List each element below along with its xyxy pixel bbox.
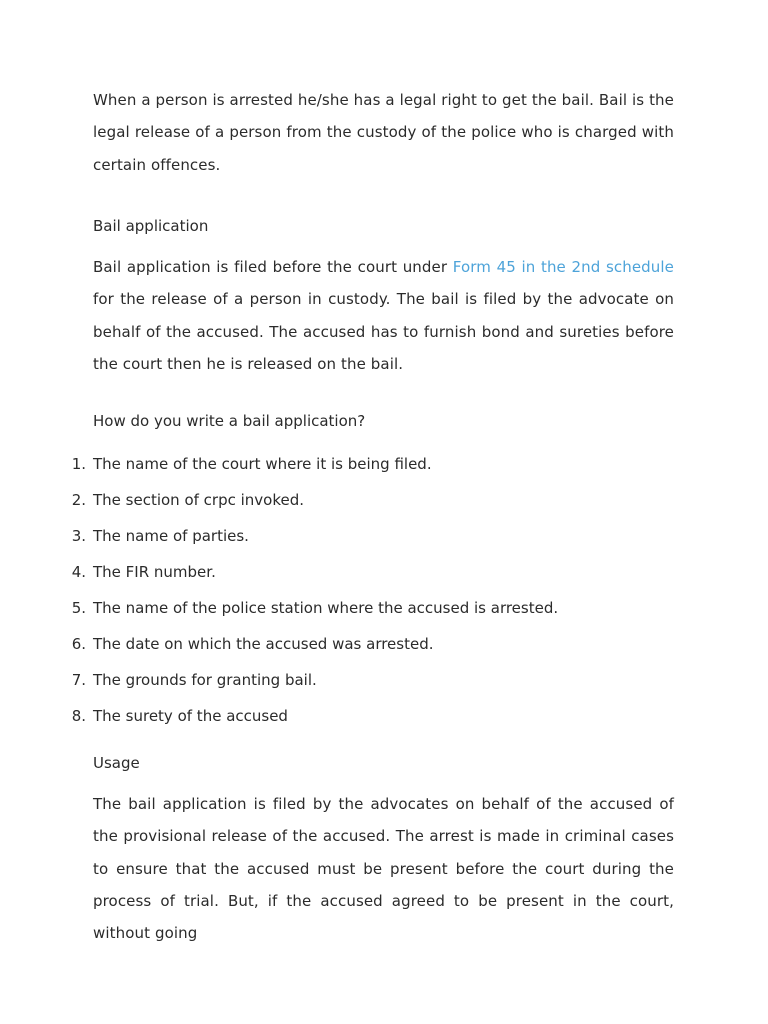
list-item-number: 8. bbox=[71, 707, 86, 725]
list-item-text: The FIR number. bbox=[93, 563, 216, 581]
list-item-text: The name of parties. bbox=[93, 527, 249, 545]
bail-application-paragraph bbox=[93, 251, 674, 380]
list-item-number: 4. bbox=[71, 563, 86, 581]
list-item-number: 3. bbox=[71, 527, 86, 545]
bail-application-text-before-link: Bail application is filed before the court under bbox=[93, 258, 448, 276]
list-item-text: The grounds for granting bail. bbox=[93, 671, 317, 689]
list-item-number: 5. bbox=[71, 599, 86, 617]
list-item-number: 1. bbox=[71, 455, 86, 473]
list-item-text: The name of the police station where the accused is arrested. bbox=[93, 599, 559, 617]
how-to-heading: How do you write a bail application? bbox=[93, 412, 366, 430]
usage-heading: Usage bbox=[93, 754, 140, 772]
list-item-text: The name of the court where it is being filed. bbox=[93, 455, 432, 473]
list-item-number: 6. bbox=[71, 635, 86, 653]
list-item-text: The surety of the accused bbox=[93, 707, 288, 725]
bail-application-text-after-link: for the release of a person in custody. The bail is filed by the advocate on behalf of the accused. The accused has to furnish bond and sureties before the court then he is released on the bail. bbox=[93, 290, 674, 373]
form-45-link[interactable]: Form 45 in the 2nd schedule bbox=[452, 258, 675, 276]
list-item-text: The date on which the accused was arrested. bbox=[93, 635, 434, 653]
list-item-text: The section of crpc invoked. bbox=[93, 491, 305, 509]
bail-application-heading: Bail application bbox=[93, 217, 209, 235]
intro-paragraph: When a person is arrested he/she has a legal right to get the bail. Bail is the legal release of a person from the custody of the police who is charged with certain offences. bbox=[93, 91, 674, 174]
list-item-number: 7. bbox=[71, 671, 86, 689]
list-item-number: 2. bbox=[71, 491, 86, 509]
usage-paragraph: The bail application is filed by the advocates on behalf of the accused of the provisional release of the accused. The arrest is made in criminal cases to ensure that the accused must be present before the court during the process of trial. But, if the accused agreed to be present in the court, without going bbox=[93, 795, 674, 943]
